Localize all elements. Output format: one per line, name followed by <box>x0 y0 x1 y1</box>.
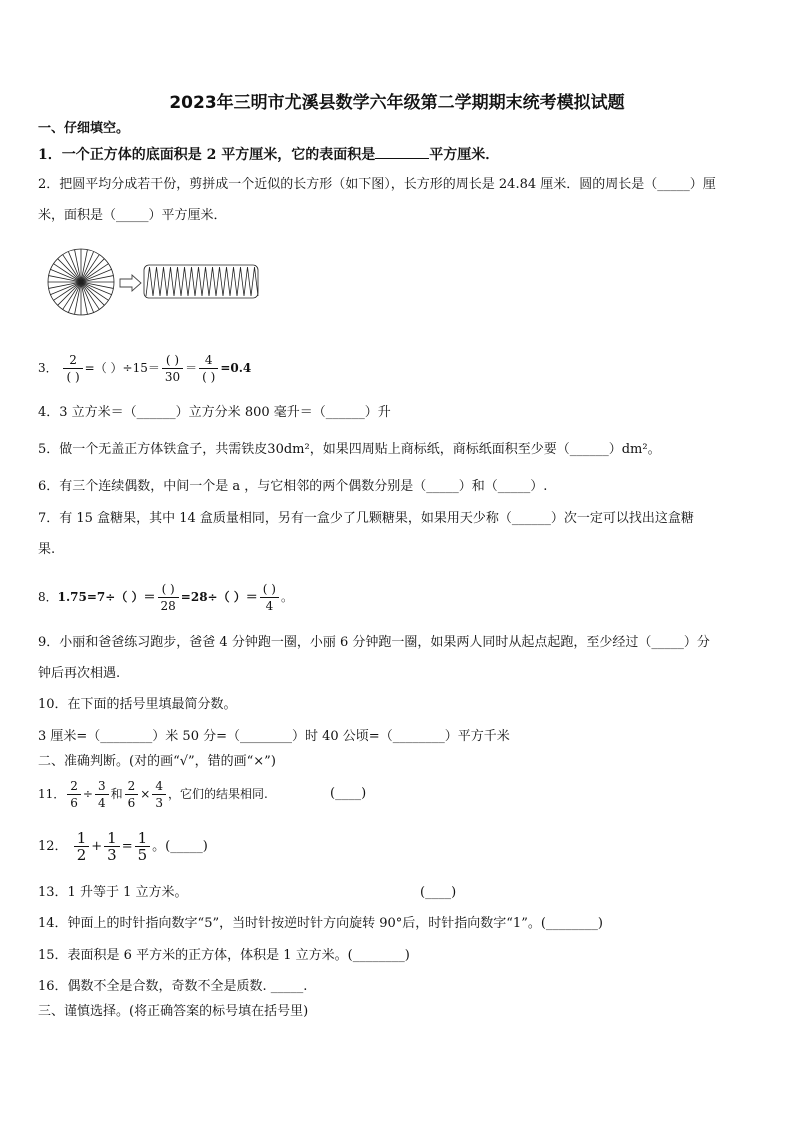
q12-plus: + <box>91 839 103 854</box>
section-3-heading: 三、谨慎选择。(将正确答案的标号填在括号里) <box>38 1004 309 1019</box>
q12-fraction-b: $\frac{1}{3}$ <box>104 830 120 863</box>
section-2-heading: 二、准确判断。(对的画“√”，错的画“×”) <box>38 754 276 769</box>
q12-number: 12． <box>38 839 68 854</box>
q5-tail: 。 <box>647 442 661 457</box>
q12-fraction-a: $\frac{1}{2}$ <box>74 830 90 863</box>
q1-tail: 平方厘米． <box>429 147 500 163</box>
q8-fraction-1: ( ) 28 <box>158 581 179 614</box>
q3-mid: =（ ）÷15＝ <box>84 361 160 375</box>
question-9-line-1 <box>38 635 710 651</box>
question-5 <box>38 442 661 458</box>
q6-text: 有三个连续偶数，中间一个是 a ，与它相邻的两个偶数分别是（_____）和（_____）. <box>59 479 548 494</box>
q3-fraction-3: 4 ( ) <box>199 352 218 385</box>
question-6 <box>38 479 547 495</box>
q16-text: 偶数不全是合数，奇数不全是质数. _____. <box>67 979 308 994</box>
q11-fraction-d: $\frac{4}{3}$ <box>152 778 166 811</box>
q11-number: 11． <box>38 787 66 801</box>
q8-tail: 。 <box>280 590 293 604</box>
q7-line2: 果. <box>38 542 56 557</box>
question-16 <box>38 979 307 995</box>
q8-part-b: =28÷（ ）＝ <box>180 590 258 604</box>
page-title: 2023年三明市尤溪县数学六年级第二学期期末统考模拟试题 <box>169 93 625 113</box>
q15-number: 15． <box>38 948 68 963</box>
q8-number: 8． <box>38 590 58 604</box>
q12-tail: 。(_____) <box>152 839 208 854</box>
q11-op-times: × <box>140 787 151 801</box>
q1-number: 1． <box>38 147 62 163</box>
q11-answer-paren[interactable]: (____) <box>330 786 367 801</box>
q5-text-b: ，如果四周贴上商标纸，商标纸面积至少要（______） <box>309 442 622 457</box>
q9-line2: 钟后再次相遇. <box>38 666 121 681</box>
q11-and: 和 <box>110 787 123 801</box>
question-3 <box>38 348 251 388</box>
q3-fraction-1: 2 ( ) <box>63 352 82 385</box>
q7-line1: 有 15 盒糖果，其中 14 盒质量相同，另有一盒少了几颗糖果，如果用天少称（______）次一定可以找出这盒糖 <box>59 511 694 526</box>
question-8 <box>38 577 293 617</box>
question-11 <box>38 776 268 812</box>
q6-number: 6． <box>38 479 60 494</box>
q13-number: 13． <box>38 885 68 900</box>
q5-unit-1: 30dm² <box>267 442 310 457</box>
section-1-heading: 一、仔细填空。 <box>38 121 130 136</box>
q5-unit-2: dm² <box>621 442 648 457</box>
question-2-line-1 <box>38 177 716 193</box>
q1-text: 一个正方体的底面积是 2 平方厘米，它的表面积是 <box>61 147 376 163</box>
question-15 <box>38 948 410 964</box>
q15-text: 表面积是 6 平方米的正方体，体积是 1 立方米。(________) <box>67 948 410 963</box>
q12-fraction-c: $\frac{1}{5}$ <box>135 830 151 863</box>
question-10 <box>38 697 237 713</box>
q4-text: 3 立方米＝（______）立方分米 800 毫升＝（______）升 <box>59 405 391 420</box>
q16-number: 16． <box>38 979 68 994</box>
question-1 <box>38 146 499 163</box>
q11-fraction-b: $\frac{3}{4}$ <box>95 778 109 811</box>
q3-fraction-2: ( ) 30 <box>162 352 183 385</box>
q13-text: 1 升等于 1 立方米。 <box>67 885 188 900</box>
q2-line1: 把圆平均分成若干份，剪拼成一个近似的长方形（如下图），长方形的周长是 24.84 厘米．圆的周长是（_____）厘 <box>59 177 716 192</box>
q14-number: 14． <box>38 916 68 931</box>
q11-op-divide: ÷ <box>82 787 93 801</box>
q9-line1: 小丽和爸爸练习跑步，爸爸 4 分钟跑一圈，小丽 6 分钟跑一圈，如果两人同时从起点起跑，至少经过（_____）分 <box>59 635 710 650</box>
q8-fraction-2: ( ) 4 <box>260 581 279 614</box>
divided-circle <box>48 249 114 315</box>
q7-number: 7． <box>38 511 60 526</box>
q3-tail: =0.4 <box>220 361 252 375</box>
q3-number: 3． <box>38 361 58 375</box>
q11-fraction-a: $\frac{2}{6}$ <box>67 778 81 811</box>
q10-text: 在下面的括号里填最简分数。 <box>67 697 237 712</box>
q11-fraction-c: $\frac{2}{6}$ <box>125 778 139 811</box>
q9-number: 9． <box>38 635 60 650</box>
question-4 <box>38 405 391 421</box>
approximate-rectangle <box>144 265 258 298</box>
question-12 <box>38 824 208 870</box>
q4-number: 4． <box>38 405 60 420</box>
q2-number: 2． <box>38 177 60 192</box>
q10-number: 10． <box>38 697 68 712</box>
circle-to-rectangle-figure <box>42 243 272 323</box>
question-14 <box>38 916 603 932</box>
q13-answer-paren[interactable]: (____) <box>420 885 457 900</box>
question-13 <box>38 885 188 901</box>
q2-line2: 米，面积是（_____）平方厘米． <box>38 208 227 223</box>
arrow-icon <box>120 275 141 291</box>
q11-tail: ，它们的结果相同. <box>167 787 268 801</box>
q14-text: 钟面上的时针指向数字“5”，当时针按逆时针方向旋转 90°后，时针指向数字“1”。(________) <box>67 916 603 931</box>
q10-line2: 3 厘米=（________）米 50 分=（________）时 40 公顷=（________）平方千米 <box>38 729 510 744</box>
q3-equals: ＝ <box>185 361 198 375</box>
q1-answer-blank[interactable] <box>375 146 429 159</box>
q12-equals: = <box>121 839 133 854</box>
question-7-line-1 <box>38 511 694 527</box>
q5-text-a: 做一个无盖正方体铁盒子，共需铁皮 <box>59 442 268 457</box>
q8-part-a: 1.75=7÷（ ）＝ <box>57 590 156 604</box>
q5-number: 5． <box>38 442 60 457</box>
